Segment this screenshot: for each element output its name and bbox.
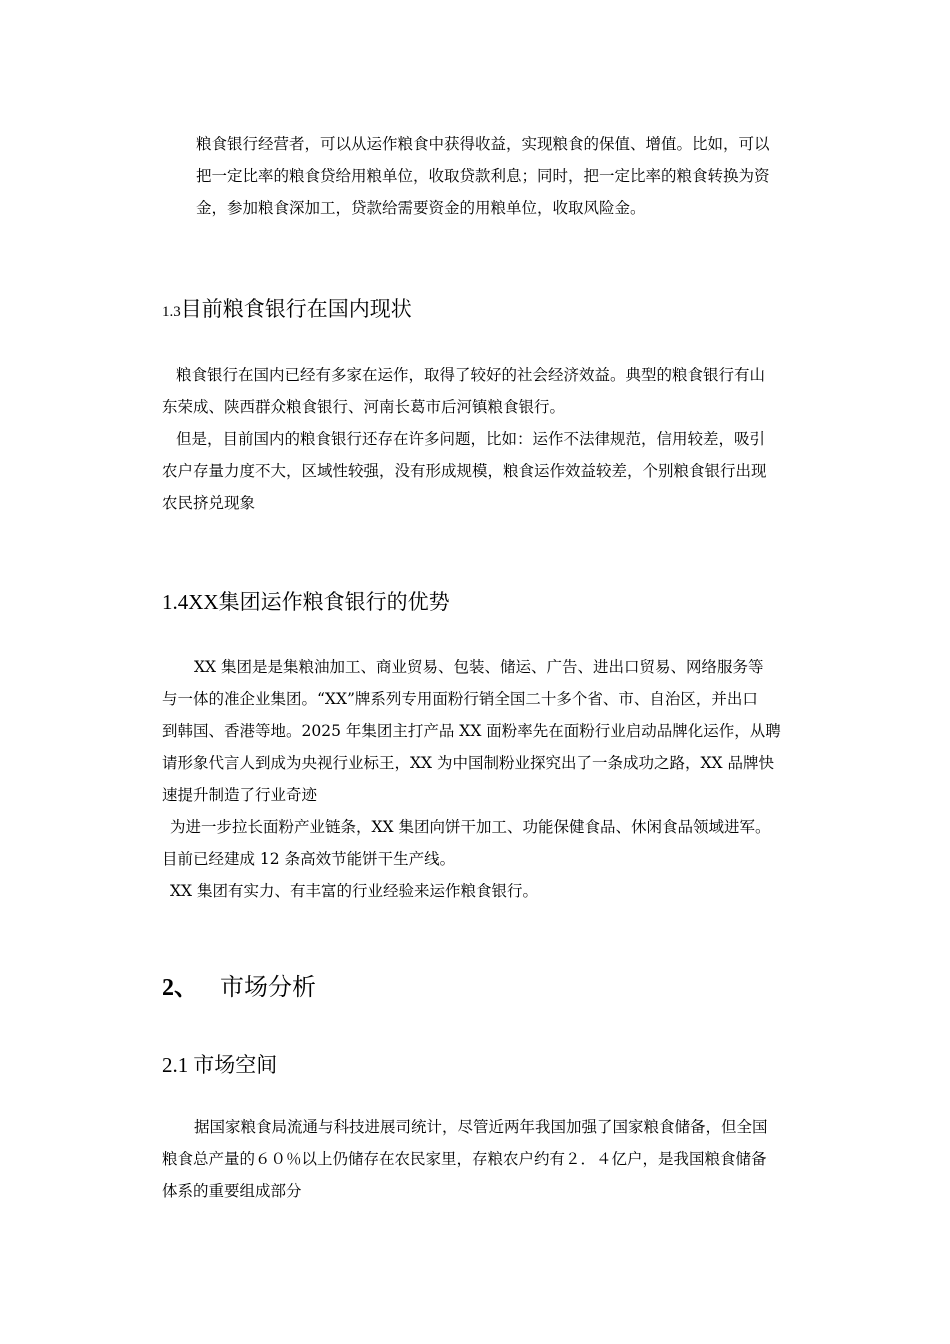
text-line: XX 集团是是集粮油加工、商业贸易、包装、储运、广告、进出口贸易、网络服务等 <box>194 658 764 676</box>
text-line: 金，参加粮食深加工，贷款给需要资金的用粮单位，收取风险金。 <box>196 199 646 217</box>
text-line: 据国家粮食局流通与科技进展司统计，尽管近两年我国加强了国家粮食储备，但全国 <box>194 1118 768 1136</box>
section-title: 市场空间 <box>193 1053 278 1077</box>
text-line: 东荣成、陕西群众粮食银行、河南长葛市后河镇粮食银行。 <box>162 398 566 416</box>
text-line: 但是，目前国内的粮食银行还存在许多问题，比如：运作不法律规范，信用较差，吸引 <box>176 430 766 448</box>
text-line: 粮食总产量的６０％以上仍储存在农民家里，存粮农户约有２．４亿户，是我国粮食储备 <box>162 1150 767 1168</box>
section-heading-1-4 <box>162 586 450 616</box>
section-title: 集团运作粮食银行的优势 <box>218 590 450 614</box>
section-number: 1.3 <box>162 304 181 320</box>
section-number: 1.4XX <box>162 590 219 614</box>
section-title: 市场分析 <box>220 973 316 1001</box>
text-line: 农户存量力度不大，区域性较强，没有形成规模，粮食运作效益较差，个别粮食银行出现 <box>162 462 767 480</box>
section-title: 目前粮食银行在国内现状 <box>180 297 412 321</box>
section-heading-1-3 <box>162 293 412 323</box>
text-line: 目前已经建成 12 条高效节能饼干生产线。 <box>162 850 456 868</box>
text-line: 与一体的准企业集团。“XX”牌系列专用面粉行销全国二十多个省、市、自治区，并出口 <box>162 690 758 708</box>
section-number: 2、 <box>162 975 198 1001</box>
text-line: 粮食银行经营者，可以从运作粮食中获得收益，实现粮食的保值、增值。比如，可以 <box>196 135 770 153</box>
text-line: 速提升制造了行业奇迹 <box>162 786 318 804</box>
section-heading-2 <box>162 967 316 1002</box>
text-line: 把一定比率的粮食贷给用粮单位，收取贷款利息；同时，把一定比率的粮食转换为资 <box>196 167 770 185</box>
text-line: 为进一步拉长面粉产业链条，XX 集团向饼干加工、功能保健食品、休闲食品领域进军。 <box>170 818 771 836</box>
text-line: XX 集团有实力、有丰富的行业经验来运作粮食银行。 <box>170 882 538 900</box>
text-line: 请形象代言人到成为央视行业标王，XX 为中国制粉业探究出了一条成功之路，XX 品牌快 <box>162 754 774 772</box>
section-number: 2.1 <box>162 1053 189 1077</box>
text-line: 粮食银行在国内已经有多家在运作，取得了较好的社会经济效益。典型的粮食银行有山 <box>176 366 766 384</box>
text-line: 体系的重要组成部分 <box>162 1182 302 1200</box>
section-heading-2-1 <box>162 1049 277 1079</box>
text-line: 到韩国、香港等地。2025 年集团主打产品 XX 面粉率先在面粉行业启动品牌化运作，从聘 <box>162 722 781 740</box>
text-line: 农民挤兑现象 <box>162 494 256 512</box>
